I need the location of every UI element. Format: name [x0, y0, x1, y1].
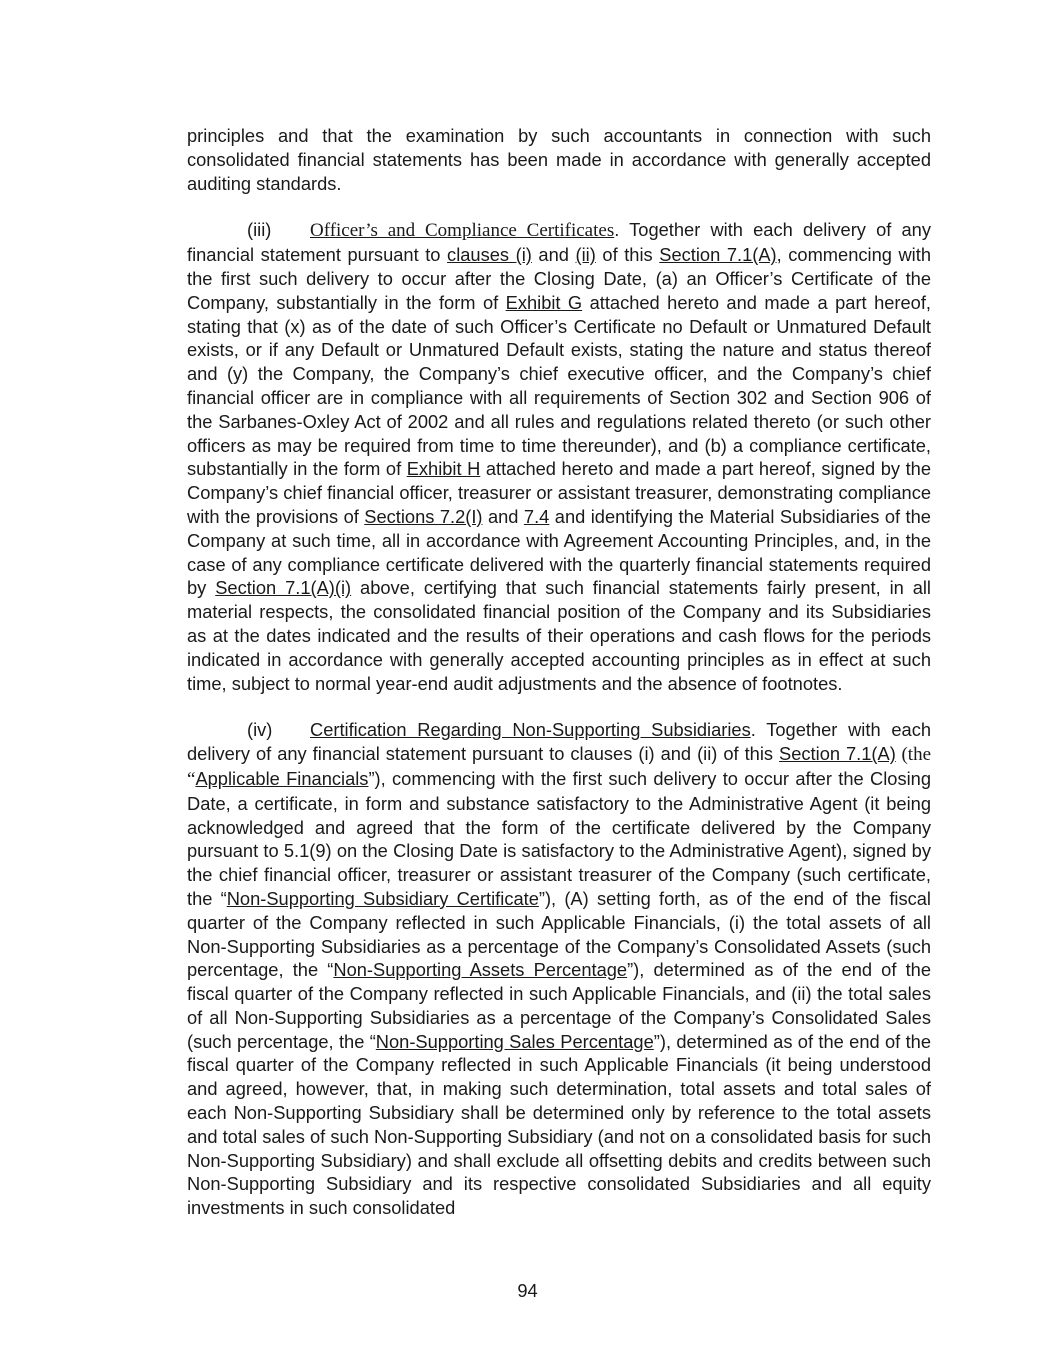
ref-section-7-1-a: Section 7.1(A)	[779, 743, 896, 765]
section-iv-paragraph: (iv) Certification Regarding Non-Supporting Subsidiaries. Together with each delivery of any financial statement pursuant to clauses (i) and (ii) of this Section 7.1(A) (the “Applicable Financials”), commencing with the first such delivery to occur after the Closing Date, a certificate, in form and substance satisfactory to the Administrative Agent (it being acknowledged and agreed that the form of the certificate delivered by the Company pursuant to 5.1(9) on the Closing Date is satisfactory to the Administrative Agent), signed by the chief financial officer, treasurer or assistant treasurer of the Company (such certificate, the “Non-Supporting Subsidiary Certificate”), (A) setting forth, as of the end of the fiscal quarter of the Company reflected in such Applicable Financials, (i) the total assets of all Non-Supporting Subsidiaries as a percentage of the Company’s Consolidated Assets (such percentage, the “Non-Supporting Assets Percentage”), determined as of the end of the fiscal quarter of the Company reflected in such Applicable Financials, and (ii) the total sales of all Non-Supporting Subsidiaries as a percentage of the Company’s Consolidated Sales (such percentage, the “Non-Supporting Sales Percentage”), determined as of the end of the fiscal quarter of the Company reflected in such Applicable Financials (it being understood and agreed, however, that, in making such determination, total assets and total sales of each Non-Supporting Subsidiary shall be determined only by reference to the total assets and total sales of such Non-Supporting Subsidiary (and not on a consolidated basis for such Non-Supporting Subsidiary) and shall exclude all offsetting debits and credits between such Non-Supporting Subsidiary and its respective consolidated Subsidiaries and all equity investments in such consolidated	[187, 719, 931, 1219]
def-applicable-financials: Applicable Financials	[195, 767, 369, 789]
ref-clause-ii: (ii)	[575, 244, 596, 266]
ref-exhibit-g: Exhibit G	[505, 291, 583, 313]
section-iv-number: (iv)	[247, 719, 273, 741]
ref-clauses-i: clauses (i)	[447, 244, 532, 266]
page-number: 94	[517, 1280, 538, 1301]
paragraph-continuation: principles and that the examination by such accountants in connection with such consolidated financial statements has been made in accordance with generally accepted auditing standards.	[187, 125, 931, 194]
section-iii-number: (iii)	[247, 219, 272, 241]
section-iv-title: Certification Regarding Non-Supporting Subsidiaries	[310, 719, 751, 741]
ref-section-7-1-a-i: Section 7.1(A)(i)	[215, 577, 352, 599]
document-page	[187, 124, 931, 1220]
ref-section-7-1-a: Section 7.1(A)	[659, 244, 777, 266]
def-non-supporting-sales-percentage: Non-Supporting Sales Percentage	[375, 1030, 654, 1052]
section-iii-title: Officer’s and Compliance Certificates	[310, 220, 615, 242]
def-non-supporting-assets-percentage: Non-Supporting Assets Percentage	[333, 959, 628, 981]
ref-section-7-4: 7.4	[523, 505, 550, 527]
ref-sections-7-2-i: Sections 7.2(I)	[364, 505, 483, 527]
section-iii-paragraph: (iii) Officer’s and Compliance Certificates. Together with each delivery of any financial statement pursuant to clauses (i) and (ii) of this Section 7.1(A), commencing with the first such delivery to occur after the Closing Date, (a) an Officer’s Certificate of the Company, substantially in the form of Exhibit G attached hereto and made a part hereof, stating that (x) as of the date of such Officer’s Certificate no Default or Unmatured Default exists, or if any Default or Unmatured Default exists, stating the nature and status thereof and (y) the Company, the Company’s chief executive officer, and the Company’s chief financial officer are in compliance with all requirements of Section 302 and Section 906 of the Sarbanes-Oxley Act of 2002 and all rules and regulations related thereto (or such other officers as may be required from time to time thereunder), and (b) a compliance certificate, substantially in the form of Exhibit H attached hereto and made a part hereof, signed by the Company’s chief financial officer, treasurer or assistant treasurer, demonstrating compliance with the provisions of Sections 7.2(I) and 7.4 and identifying the Material Subsidiaries of the Company at such time, all in accordance with Agreement Accounting Principles, and, in the case of any compliance certificate delivered with the quarterly financial statements required by Section 7.1(A)(i) above, certifying that such financial statements fairly present, in all material respects, the consolidated financial position of the Company and its Subsidiaries as at the dates indicated and the results of their operations and cash flows for the periods indicated in accordance with generally accepted accounting principles as in effect at such time, subject to normal year-end audit adjustments and the absence of footnotes.	[187, 219, 931, 694]
ref-exhibit-h: Exhibit H	[406, 458, 481, 480]
def-non-supporting-subsidiary-certificate: Non-Supporting Subsidiary Certificate	[226, 887, 539, 909]
